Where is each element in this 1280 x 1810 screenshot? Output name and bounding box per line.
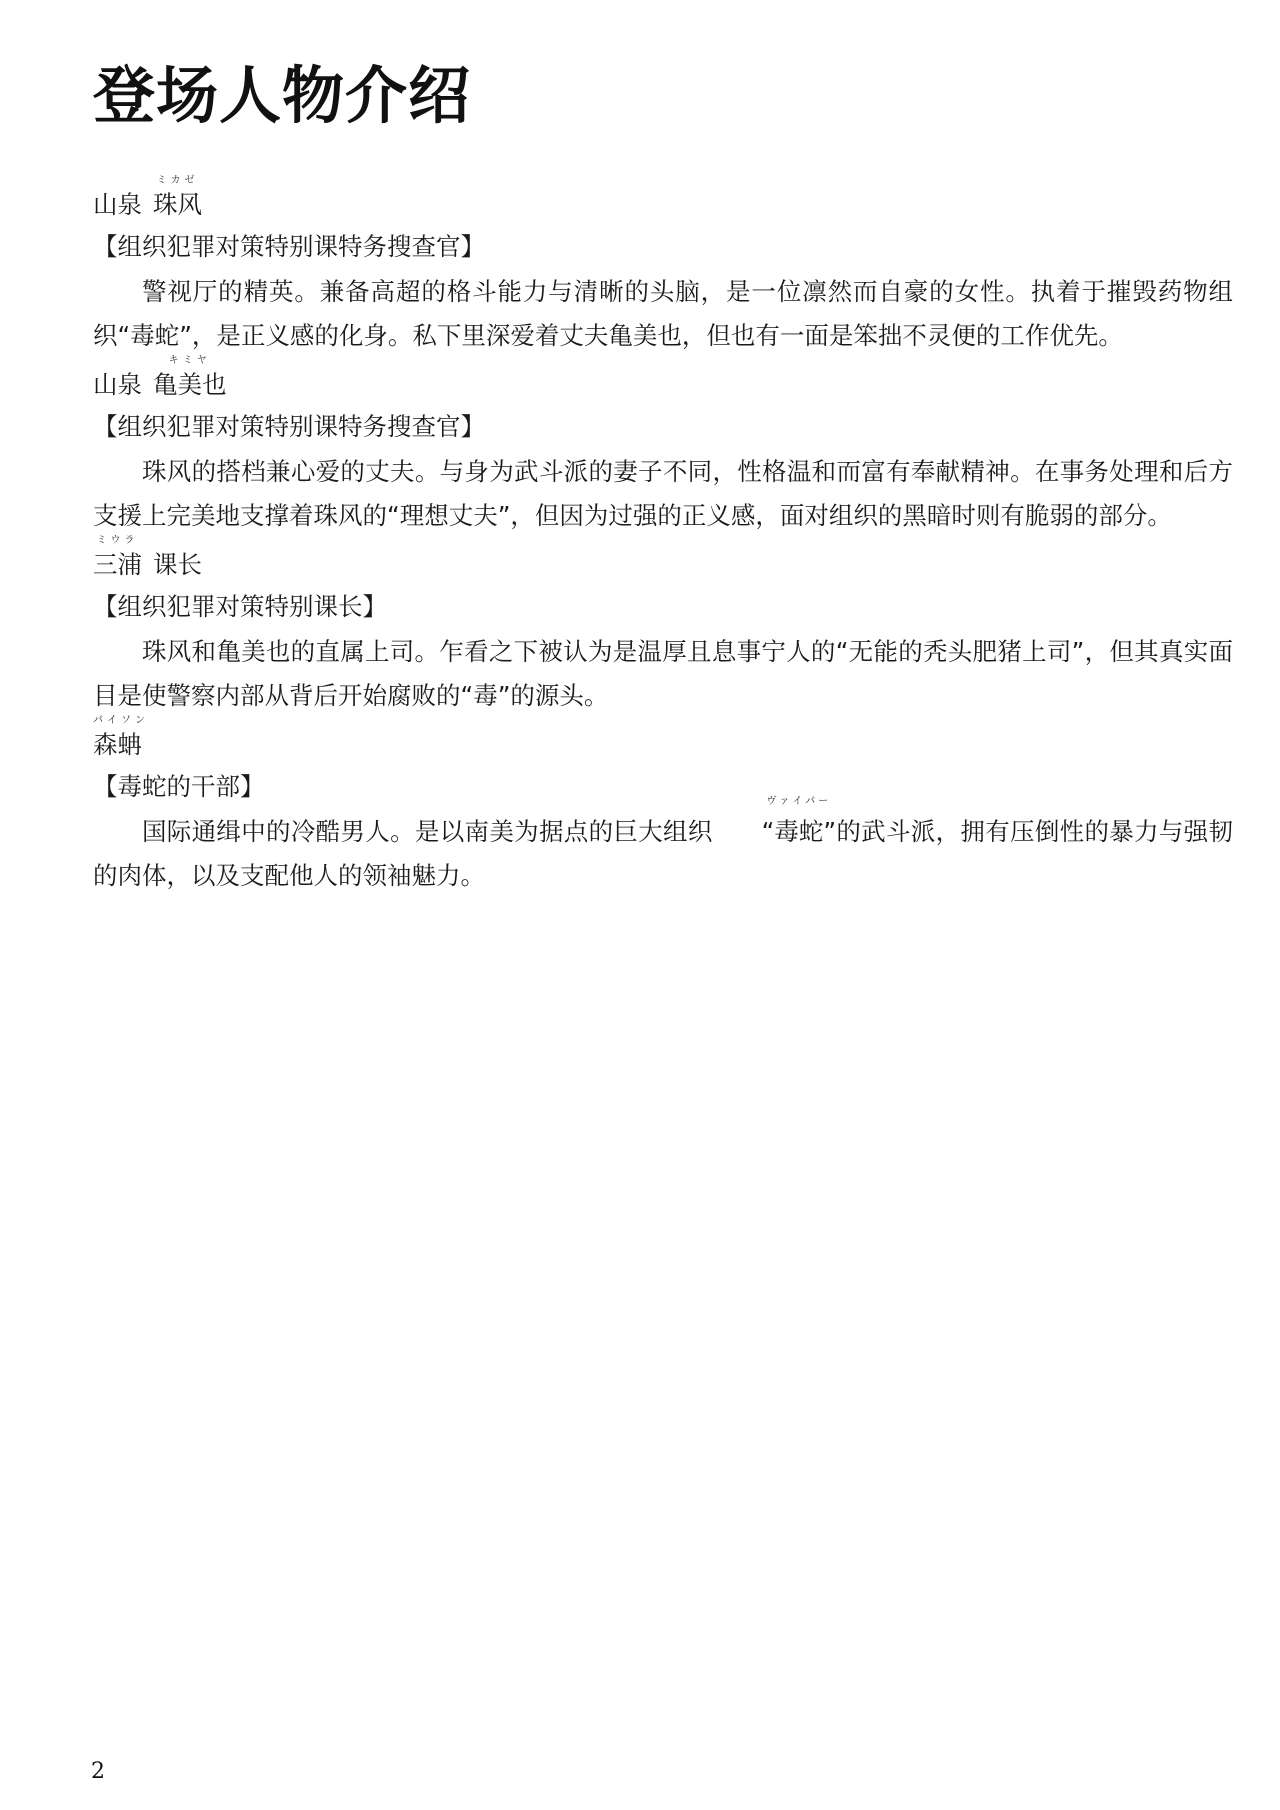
character-name-ruby xyxy=(93,715,149,760)
furigana: パイソン xyxy=(93,715,149,726)
character-title: 课长 xyxy=(153,550,202,579)
character-role: 【组织犯罪对策特别课特务搜查官】 xyxy=(93,412,485,441)
furigana: ミカゼ xyxy=(156,175,199,186)
character-role: 【组织犯罪对策特别课长】 xyxy=(93,592,387,621)
page-title: 登场人物介绍 xyxy=(93,59,472,132)
inline-ruby xyxy=(713,796,837,854)
character-description: 珠风和亀美也的直属上司。乍看之下被认为是温厚且息事宁人的“无能的秃头肥猪上司”，但其真实面目是使警察内部从背后开始腐败的“毒”的源头。 xyxy=(93,637,1233,710)
character-entry xyxy=(93,715,1233,898)
character-role: 【组织犯罪对策特别课特务搜查官】 xyxy=(93,232,485,261)
character-entry xyxy=(93,535,1233,718)
character-surname: 山泉 xyxy=(93,370,142,399)
ruby-base-text: “毒蛇” xyxy=(761,817,837,846)
character-given-name: 亀美也 xyxy=(153,370,227,399)
character-given-name-ruby xyxy=(153,355,227,400)
furigana: ミウラ xyxy=(96,535,139,546)
character-name-line xyxy=(93,355,1233,404)
character-given-name: 森蚺 xyxy=(93,730,142,759)
character-name-line xyxy=(93,175,1233,224)
description-text: 的武斗派，拥有压倒性的暴力与强韧的肉体，以及支配他人的领袖魅力。 xyxy=(93,817,1233,890)
character-surname-ruby xyxy=(93,535,142,580)
furigana: ヴァイパー xyxy=(766,796,832,807)
character-name-line xyxy=(93,715,1233,764)
character-role: 【毒蛇的干部】 xyxy=(93,772,265,801)
description-text: 国际通缉中的冷酷男人。是以南美为据点的巨大组织 xyxy=(142,817,713,846)
character-name-line xyxy=(93,535,1233,584)
character-list xyxy=(93,175,1233,898)
character-description xyxy=(93,796,1233,898)
character-description: 警视厅的精英。兼备高超的格斗能力与清晰的头脑，是一位凛然而自豪的女性。执着于摧毁药物组织“毒蛇”，是正义感的化身。私下里深爱着丈夫亀美也，但也有一面是笨拙不灵便的工作优先。 xyxy=(93,277,1233,350)
furigana: キミヤ xyxy=(168,355,211,366)
character-surname: 山泉 xyxy=(93,190,142,219)
character-entry xyxy=(93,355,1233,538)
character-given-name-ruby xyxy=(153,175,202,220)
character-given-name: 珠风 xyxy=(153,190,202,219)
character-surname: 三浦 xyxy=(93,550,142,579)
page-number: 2 xyxy=(91,1759,105,1784)
character-entry xyxy=(93,175,1233,358)
character-description: 珠风的搭档兼心爱的丈夫。与身为武斗派的妻子不同，性格温和而富有奉献精神。在事务处理和后方支援上完美地支撑着珠风的“理想丈夫”，但因为过强的正义感，面对组织的黑暗时则有脆弱的部分。 xyxy=(93,457,1233,530)
